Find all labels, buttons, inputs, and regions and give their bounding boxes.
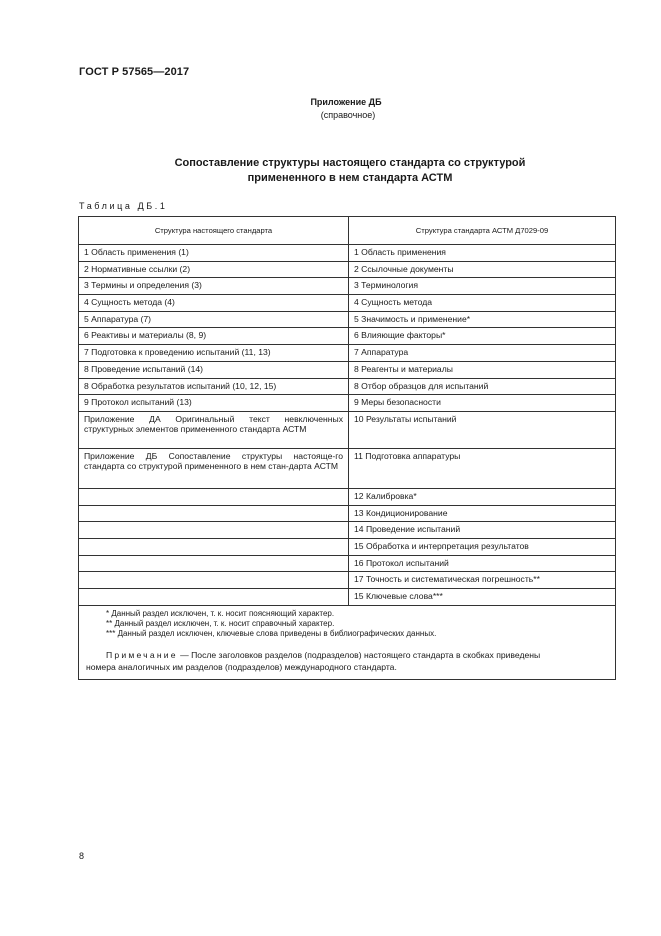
cell-national-section: 3 Термины и определения (3) — [79, 278, 349, 295]
table-note — [86, 649, 608, 673]
cell-national-section — [79, 522, 349, 539]
comparison-table — [78, 216, 616, 680]
cell-astm-section: 15 Ключевые слова*** — [349, 589, 616, 606]
cell-national-section — [79, 572, 349, 589]
table-row — [79, 411, 616, 448]
annex-heading — [0, 96, 661, 122]
footnote: *** Данный раздел исключен, ключевые слова приведены в библиографических данных. — [106, 628, 437, 638]
cell-astm-section: 6 Влияющие факторы* — [349, 328, 616, 345]
column-header-astm: Структура стандарта АСТМ Д7029-09 — [349, 217, 616, 245]
cell-national-section: 9 Протокол испытаний (13) — [79, 395, 349, 412]
page-number: 8 — [79, 851, 85, 861]
table-row — [79, 245, 616, 262]
cell-national-section: 4 Сущность метода (4) — [79, 295, 349, 312]
table-row — [79, 328, 616, 345]
cell-national-section: 5 Аппаратура (7) — [79, 311, 349, 328]
column-header-national: Структура настоящего стандарта — [79, 217, 349, 245]
cell-astm-section: 2 Ссылочные документы — [349, 261, 616, 278]
table-row — [79, 345, 616, 362]
cell-astm-section: 4 Сущность метода — [349, 295, 616, 312]
cell-astm-section: 5 Значимость и применение* — [349, 311, 616, 328]
cell-national-section: 1 Область применения (1) — [79, 245, 349, 262]
cell-astm-section: 8 Реагенты и материалы — [349, 361, 616, 378]
table-row — [79, 361, 616, 378]
cell-national-section: Приложение ДБ Сопоставление структуры настояще-го стандарта со структурой примененного в нем стан-дарта АСТМ — [79, 448, 349, 488]
footnote: ** Данный раздел исключен, т. к. носит справочный характер. — [106, 618, 335, 628]
cell-national-section: 8 Обработка результатов испытаний (10, 12, 15) — [79, 378, 349, 395]
cell-national-section: 6 Реактивы и материалы (8, 9) — [79, 328, 349, 345]
cell-national-section — [79, 589, 349, 606]
note-text: — После заголовков разделов (подразделов) настоящего стандарта в скобках приведены — [177, 649, 541, 660]
cell-astm-section: 3 Терминология — [349, 278, 616, 295]
table-row — [79, 311, 616, 328]
note-text-continued: номера аналогичных им разделов (подразделов) международного стандарта. — [86, 661, 397, 672]
table-row — [79, 572, 616, 589]
table-row — [79, 378, 616, 395]
document-title-line-1: Сопоставление структуры настоящего стандарта со структурой — [174, 157, 526, 169]
cell-national-section — [79, 538, 349, 555]
cell-astm-section: 17 Точность и систематическая погрешность** — [349, 572, 616, 589]
cell-national-section: 8 Проведение испытаний (14) — [79, 361, 349, 378]
table-notes-row — [79, 605, 616, 679]
table-label: Таблица ДБ.1 — [79, 201, 168, 211]
table-header-row — [79, 217, 616, 245]
table-row — [79, 505, 616, 522]
note-label: Примечание — [106, 649, 178, 660]
cell-astm-section: 7 Аппаратура — [349, 345, 616, 362]
cell-astm-section: 12 Калибровка* — [349, 488, 616, 505]
table-row — [79, 295, 616, 312]
cell-national-section — [79, 505, 349, 522]
table-row — [79, 278, 616, 295]
cell-astm-section: 1 Область применения — [349, 245, 616, 262]
table-row — [79, 448, 616, 488]
cell-astm-section: 14 Проведение испытаний — [349, 522, 616, 539]
cell-astm-section: 16 Протокол испытаний — [349, 555, 616, 572]
annex-title: Приложение ДБ — [310, 97, 382, 107]
table-row — [79, 589, 616, 606]
cell-national-section: 2 Нормативные ссылки (2) — [79, 261, 349, 278]
cell-astm-section: 8 Отбор образцов для испытаний — [349, 378, 616, 395]
table-notes — [79, 605, 616, 679]
table-row — [79, 522, 616, 539]
cell-national-section — [79, 555, 349, 572]
cell-astm-section: 9 Меры безопасности — [349, 395, 616, 412]
cell-astm-section: 15 Обработка и интерпретация результатов — [349, 538, 616, 555]
standard-code: ГОСТ Р 57565—2017 — [79, 66, 190, 78]
table-row — [79, 395, 616, 412]
annex-type: (справочное) — [320, 110, 376, 120]
document-title — [0, 156, 661, 186]
cell-national-section: Приложение ДА Оригинальный текст невключенных структурных элементов примененного стандарта АСТМ — [79, 411, 349, 448]
cell-astm-section: 11 Подготовка аппаратуры — [349, 448, 616, 488]
cell-astm-section: 10 Результаты испытаний — [349, 411, 616, 448]
table-row — [79, 555, 616, 572]
document-title-line-2: примененного в нем стандарта АСТМ — [247, 172, 453, 184]
table-row — [79, 488, 616, 505]
cell-national-section: 7 Подготовка к проведению испытаний (11, 13) — [79, 345, 349, 362]
footnote: * Данный раздел исключен, т. к. носит поясняющий характер. — [106, 608, 335, 618]
table-row — [79, 261, 616, 278]
cell-astm-section: 13 Кондиционирование — [349, 505, 616, 522]
table-row — [79, 538, 616, 555]
cell-national-section — [79, 488, 349, 505]
